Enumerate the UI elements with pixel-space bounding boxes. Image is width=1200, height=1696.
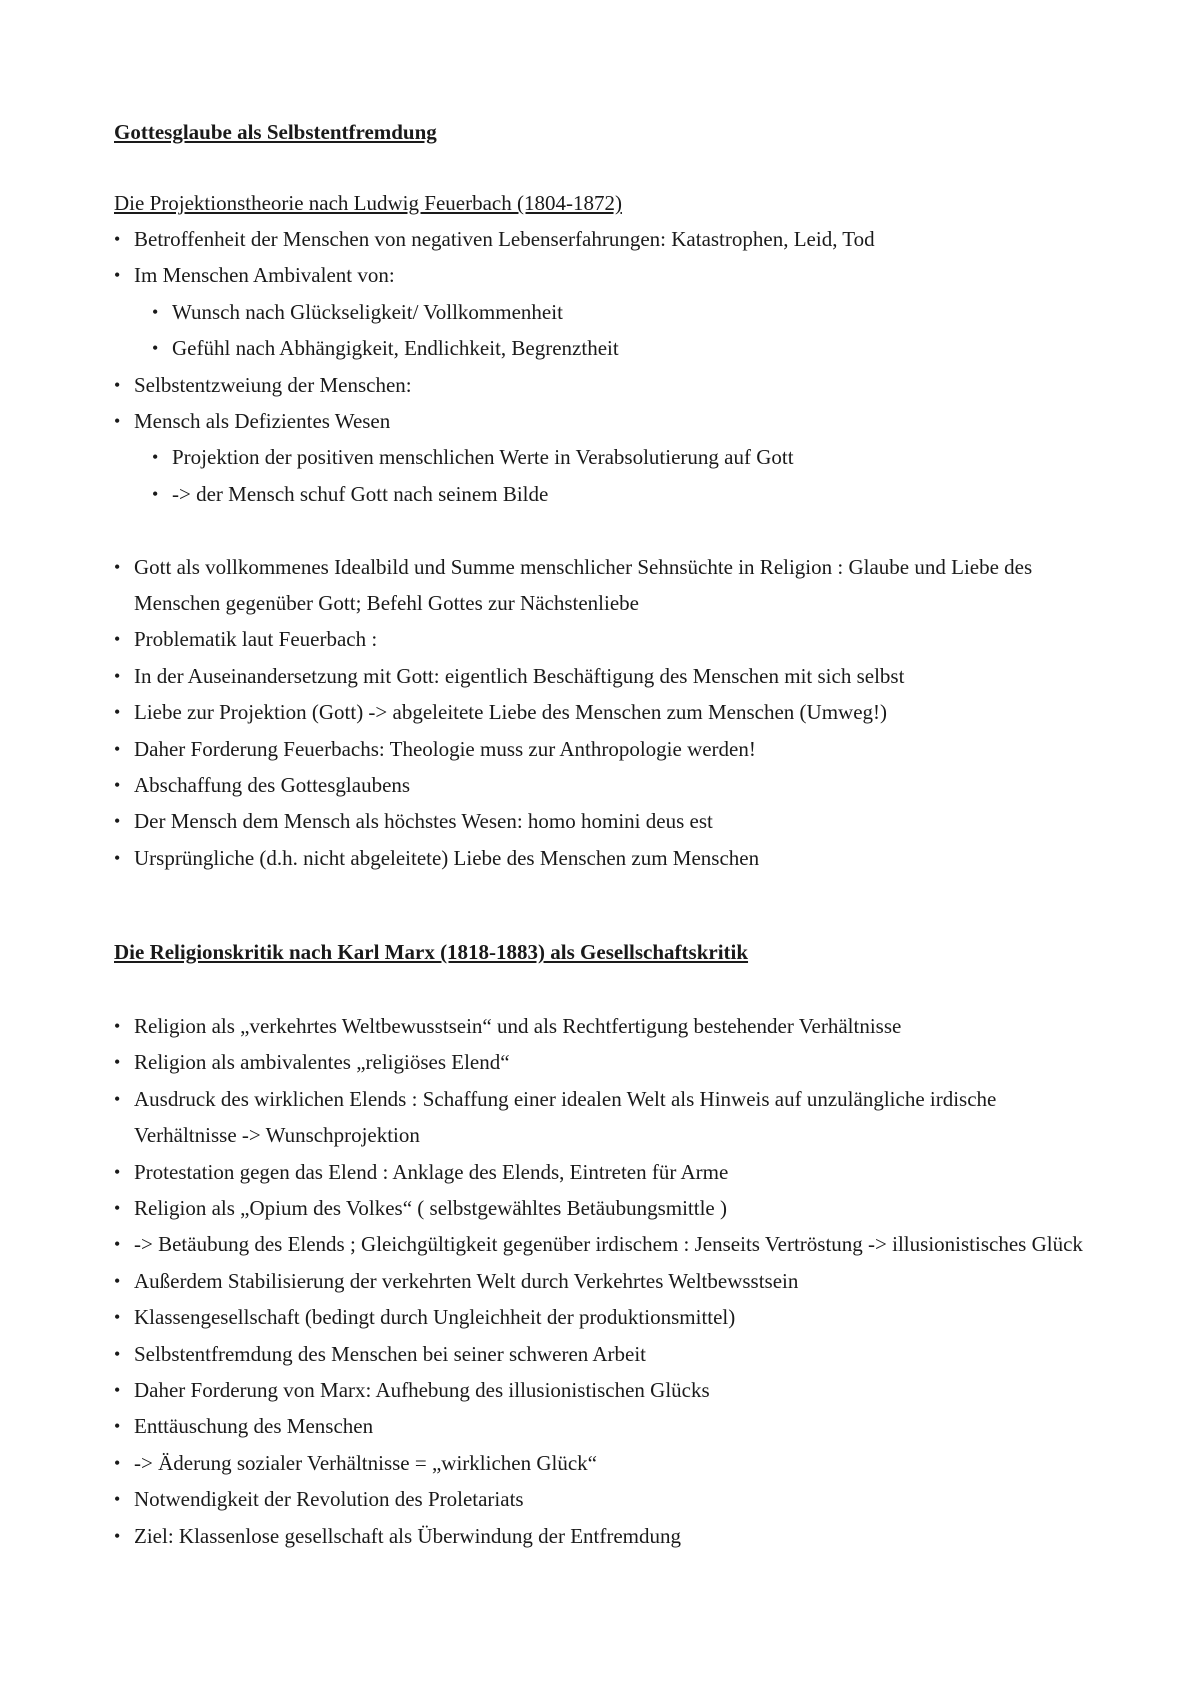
- list-item: • Ursprüngliche (d.h. nicht abgeleitete) Liebe des Menschen zum Menschen: [114, 840, 1094, 876]
- list-item: • In der Auseinandersetzung mit Gott: eigentlich Beschäftigung des Menschen mit sich selbst: [114, 658, 1094, 694]
- list-item: • Religion als „Opium des Volkes“ ( selbstgewähltes Betäubungsmittle ): [114, 1190, 1094, 1226]
- section-feuerbach-body: [114, 185, 1094, 876]
- blank-line: [114, 512, 1094, 548]
- bullet-list-feuerbach-2: [114, 549, 1094, 877]
- section-title: Gottesglaube als Selbstentfremdung: [114, 120, 437, 144]
- list-item: • Notwendigkeit der Revolution des Proletariats: [114, 1481, 1094, 1517]
- list-item: • Selbstentzweiung der Menschen:: [114, 367, 1094, 403]
- list-item: • -> Betäubung des Elends ; Gleichgültigkeit gegenüber irdischem : Jenseits Vertröstung -> illusionistisches Glück: [114, 1226, 1094, 1262]
- list-item: • Problematik laut Feuerbach :: [114, 621, 1094, 657]
- list-item: • Daher Forderung von Marx: Aufhebung des illusionistischen Glücks: [114, 1372, 1094, 1408]
- section-title: Die Religionskritik nach Karl Marx (1818-1883) als Gesellschaftskritik: [114, 940, 749, 964]
- list-item: • Gefühl nach Abhängigkeit, Endlichkeit, Begrenztheit: [152, 330, 1094, 366]
- list-item: • Im Menschen Ambivalent von:: [114, 257, 1094, 293]
- section-subtitle: Die Projektionstheorie nach Ludwig Feuerbach (1804-1872): [114, 191, 622, 215]
- section-feuerbach: [114, 118, 1094, 146]
- list-item: • Wunsch nach Glückseligkeit/ Vollkommenheit: [152, 294, 1094, 330]
- list-item: • Daher Forderung Feuerbachs: Theologie muss zur Anthropologie werden!: [114, 731, 1094, 767]
- list-item: • Protestation gegen das Elend : Anklage des Elends, Eintreten für Arme: [114, 1154, 1094, 1190]
- list-item: • Ziel: Klassenlose gesellschaft als Überwindung der Entfremdung: [114, 1518, 1094, 1554]
- list-item: • Religion als ambivalentes „religiöses Elend“: [114, 1044, 1094, 1080]
- bullet-list-feuerbach-1: [114, 221, 1094, 512]
- list-item: • -> Äderung sozialer Verhältnisse = „wirklichen Glück“: [114, 1445, 1094, 1481]
- list-item: • Religion als „verkehrtes Weltbewusstsein“ und als Rechtfertigung bestehender Verhältnisse: [114, 1008, 1094, 1044]
- list-item: • Der Mensch dem Mensch als höchstes Wesen: homo homini deus est: [114, 803, 1094, 839]
- list-item: • Projektion der positiven menschlichen Werte in Verabsolutierung auf Gott: [152, 439, 1094, 475]
- list-item: • -> der Mensch schuf Gott nach seinem Bilde: [152, 476, 1094, 512]
- list-item: • Selbstentfremdung des Menschen bei seiner schweren Arbeit: [114, 1336, 1094, 1372]
- list-item: • Außerdem Stabilisierung der verkehrten Welt durch Verkehrtes Weltbewsstsein: [114, 1263, 1094, 1299]
- list-item: • Enttäuschung des Menschen: [114, 1408, 1094, 1444]
- list-item: • Abschaffung des Gottesglaubens: [114, 767, 1094, 803]
- section-marx: [114, 938, 1094, 966]
- list-item: • Ausdruck des wirklichen Elends : Schaffung einer idealen Welt als Hinweis auf unzulängliche irdische Verhältnisse -> Wunschprojektion: [114, 1081, 1094, 1154]
- list-item: • Liebe zur Projektion (Gott) -> abgeleitete Liebe des Menschen zum Menschen (Umweg!): [114, 694, 1094, 730]
- list-item: • Gott als vollkommenes Idealbild und Summe menschlicher Sehnsüchte in Religion : Glaube und Liebe des Menschen gegenüber Gott; Befehl Gottes zur Nächstenliebe: [114, 549, 1094, 622]
- list-item: • Mensch als Defizientes Wesen: [114, 403, 1094, 439]
- list-item: • Klassengesellschaft (bedingt durch Ungleichheit der produktionsmittel): [114, 1299, 1094, 1335]
- list-item: • Betroffenheit der Menschen von negativen Lebenserfahrungen: Katastrophen, Leid, Tod: [114, 221, 1094, 257]
- section-marx-body: [114, 1008, 1094, 1554]
- bullet-list-marx: [114, 1008, 1094, 1554]
